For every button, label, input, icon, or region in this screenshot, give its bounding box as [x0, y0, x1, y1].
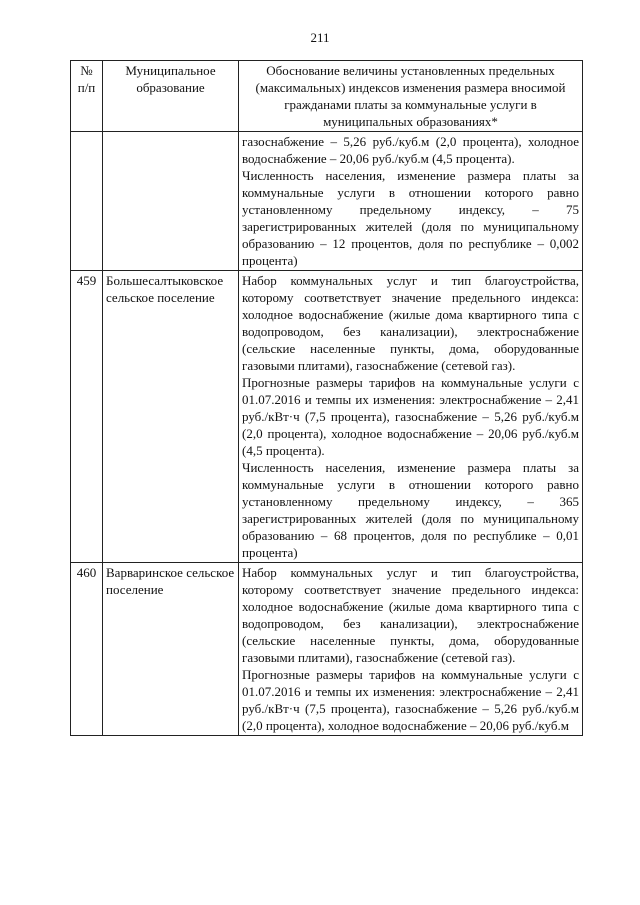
table-row — [71, 132, 583, 271]
row-paragraph: Набор коммунальных услуг и тип благоустройства, которому соответствует значение предельного индекса: холодное водоснабжение (жилые дома квартирного типа с водопроводом, без канализации), электроснабжение (сельские населенные пункты, дома, оборудованные газовыми плитами), газоснабжение (сетевой газ). — [242, 273, 579, 373]
row-paragraph: Численность населения, изменение размера платы за коммунальные услуги в отношении которого равно установленному предельному индексу, – 75 зарегистрированных жителей (доля по муниципальному образованию – 12 процентов, доля по республике – 0,002 процента) — [242, 168, 579, 268]
row-municipality — [103, 132, 239, 271]
header-num: № п/п — [71, 61, 103, 132]
row-justification — [239, 132, 583, 271]
row-paragraph: газоснабжение – 5,26 руб./куб.м (2,0 процента), холодное водоснабжение – 20,06 руб./куб.м (4,5 процента). — [242, 134, 579, 166]
header-justification: Обоснование величины установленных предельных (максимальных) индексов изменения размера вносимой гражданами платы за коммунальные услуги в муниципальных образованиях* — [239, 61, 583, 132]
table-row — [71, 563, 583, 736]
page-number: 211 — [310, 30, 330, 45]
header-municipality: Муниципальное образование — [103, 61, 239, 132]
tariff-table — [70, 60, 583, 736]
row-paragraph: Набор коммунальных услуг и тип благоустройства, которому соответствует значение предельного индекса: холодное водоснабжение (жилые дома квартирного типа с водопроводом, без канализации), электроснабжение (сельские населенные пункты, дома, оборудованные газовыми плитами), газоснабжение (сетевой газ). — [242, 565, 579, 665]
table-row — [71, 271, 583, 563]
row-num: 460 — [71, 563, 103, 736]
row-municipality: Большесалтыковское сельское поселение — [103, 271, 239, 563]
row-paragraph: Прогнозные размеры тарифов на коммунальные услуги с 01.07.2016 и темпы их изменения: электроснабжение – 2,41 руб./кВт·ч (7,5 процента), газоснабжение – 5,26 руб./куб.м (2,0 процента), холодное водоснабжение – 20,06 руб./куб.м (4,5 процента). — [242, 375, 579, 458]
row-justification — [239, 271, 583, 563]
row-municipality: Варваринское сельское поселение — [103, 563, 239, 736]
row-paragraph: Численность населения, изменение размера платы за коммунальные услуги в отношении которого равно установленному предельному индексу, – 365 зарегистрированных жителей (доля по муниципальному образованию – 68 процентов, доля по республике – 0,01 процента) — [242, 460, 579, 560]
row-justification — [239, 563, 583, 736]
row-num — [71, 132, 103, 271]
row-num: 459 — [71, 271, 103, 563]
row-paragraph: Прогнозные размеры тарифов на коммунальные услуги с 01.07.2016 и темпы их изменения: электроснабжение – 2,41 руб./кВт·ч (7,5 процента), газоснабжение – 5,26 руб./куб.м (2,0 процента), холодное водоснабжение – 20,06 руб./куб.м — [242, 667, 579, 733]
table-header-row — [71, 61, 583, 132]
